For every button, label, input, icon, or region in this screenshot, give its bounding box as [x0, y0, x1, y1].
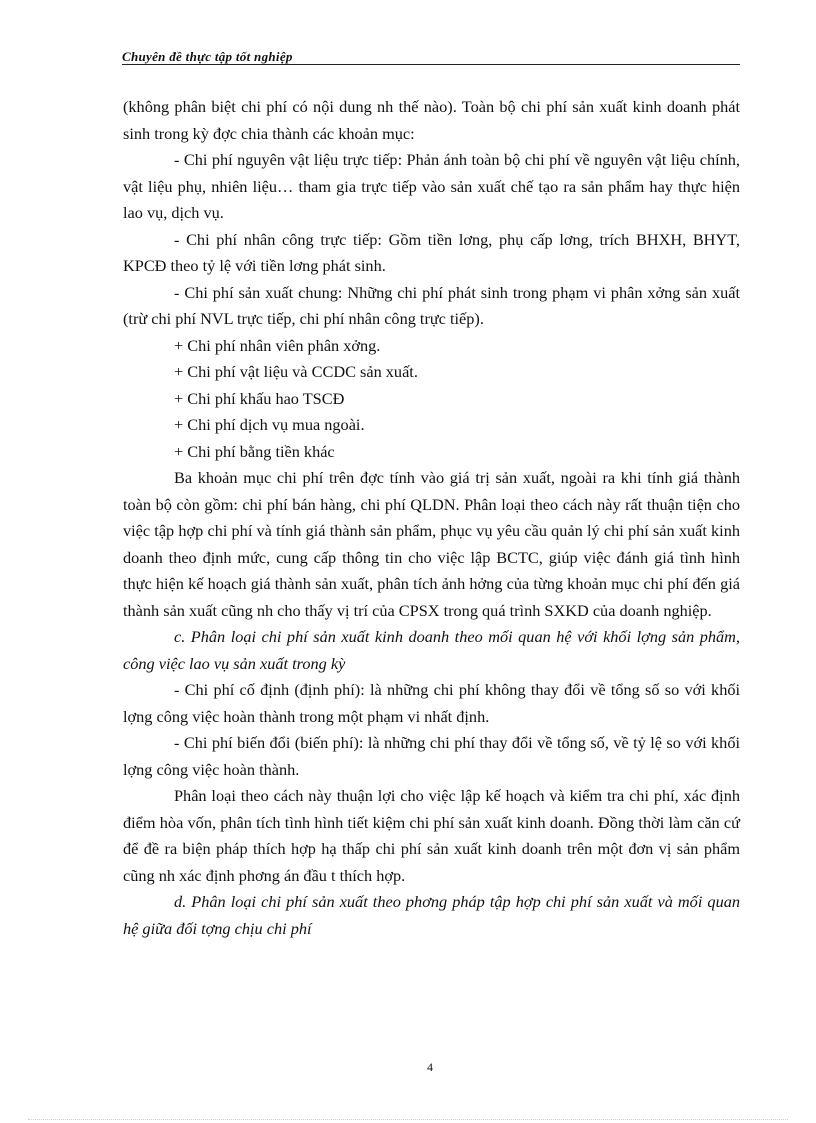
paragraph: - Chi phí nguyên vật liệu trực tiếp: Phản ánh toàn bộ chi phí về nguyên vật liệu chính, vật liệu phụ, nhiên liệu… tham gia trực tiếp vào sản xuất chế tạo ra sản phẩm hay thực hiện lao vụ, dịch vụ. — [123, 150, 740, 222]
paragraph: - Chi phí nhân công trực tiếp: Gồm tiền lơng, phụ cấp lơng, trích BHXH, BHYT, KPCĐ theo tỷ lệ với tiền lơng phát sinh. — [123, 229, 740, 275]
page-header — [122, 47, 740, 67]
paragraph: (không phân biệt chi phí có nội dung nh thế nào). Toàn bộ chi phí sản xuất kinh doanh phát sinh trong kỳ đợc chia thành các khoản mục: — [123, 97, 740, 143]
header-title: Chuyên đề thực tập tốt nghiệp — [122, 49, 293, 64]
paragraph: - Chi phí cố định (định phí): là những chi phí không thay đổi về tổng số so với khối lợng công việc hoàn thành trong một phạm vi nhất định. — [123, 680, 740, 726]
page-bottom-border — [28, 1119, 788, 1120]
paragraph: Phân loại theo cách này thuận lợi cho việc lập kế hoạch và kiểm tra chi phí, xác định điểm hòa vốn, phân tích tình hình tiết kiệm chi phí sản xuất kinh doanh. Đồng thời làm căn cứ để đề ra biện pháp thích hợp hạ thấp chi phí sản xuất kinh doanh trên một đơn vị sản phẩm cũng nh xác định phơng án đầu t thích hợp. — [123, 786, 740, 885]
paragraph: - Chi phí biến đổi (biến phí): là những chi phí thay đổi về tổng số, về tỷ lệ so với khối lợng công việc hoàn thành. — [123, 733, 740, 779]
page-number: 4 — [427, 1060, 433, 1074]
list-item: + Chi phí bằng tiền khác — [174, 441, 335, 461]
paragraph: - Chi phí sản xuất chung: Những chi phí phát sinh trong phạm vi phân xởng sản xuất (trừ chi phí NVL trực tiếp, chi phí nhân công trực tiếp). — [123, 282, 740, 328]
body-text — [123, 94, 740, 942]
header-rule — [122, 64, 740, 65]
list-item: + Chi phí vật liệu và CCDC sản xuất. — [174, 362, 418, 381]
section-heading: d. Phân loại chi phí sản xuất theo phơng pháp tập hợp chi phí sản xuất và mối quan hệ giữa đối tợng chịu chi phí — [123, 892, 740, 938]
list-item: + Chi phí khấu hao TSCĐ — [174, 388, 345, 408]
paragraph: Ba khoản mục chi phí trên đợc tính vào giá trị sản xuất, ngoài ra khi tính giá thành toàn bộ còn gồm: chi phí bán hàng, chi phí QLDN. Phân loại theo cách này rất thuận tiện cho việc tập hợp chi phí và tính giá thành sản phẩm, phục vụ yêu cầu quản lý chi phí sản xuất kinh doanh theo định mức, cung cấp thông tin cho việc lập BCTC, giúp việc đánh giá tình hình thực hiện kế hoạch giá thành sản xuất, phân tích ảnh hởng của từng khoản mục chi phí đến giá thành sản xuất cũng nh cho thấy vị trí của CPSX trong quá trình SXKD của doanh nghiệp. — [123, 468, 740, 620]
section-heading: c. Phân loại chi phí sản xuất kinh doanh theo mối quan hệ với khối lợng sản phẩm, công việc lao vụ sản xuất trong kỳ — [123, 627, 740, 673]
list-item: + Chi phí dịch vụ mua ngoài. — [174, 415, 365, 434]
list-item: + Chi phí nhân viên phân xởng. — [174, 335, 381, 355]
